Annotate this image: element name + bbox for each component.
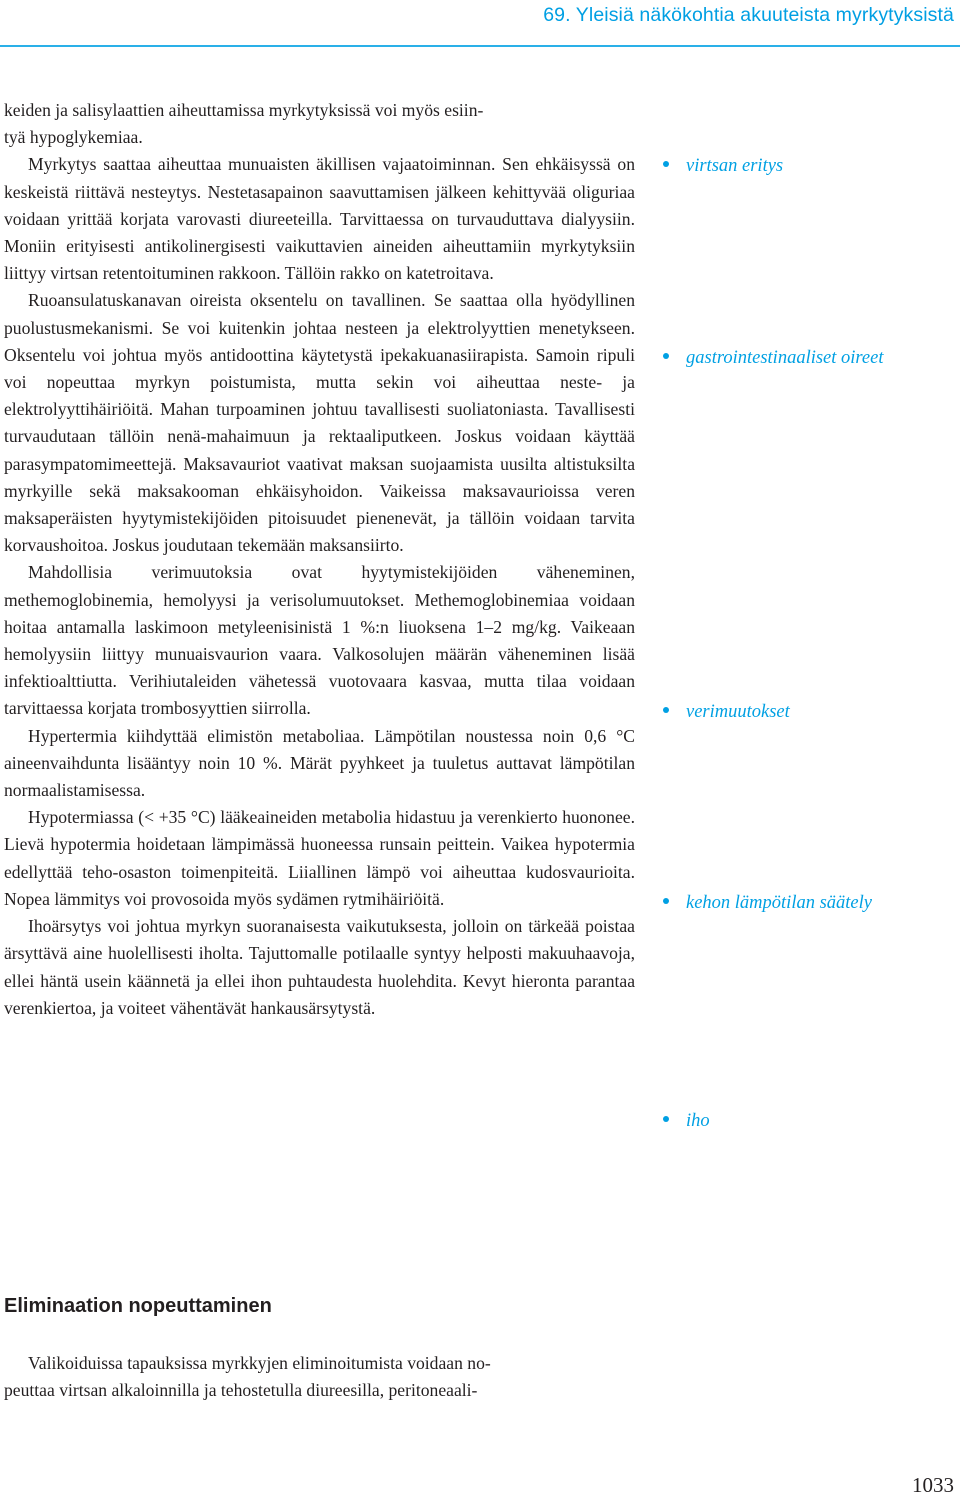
- body-paragraph-2: Myrkytys saattaa aiheuttaa munuaisten äkillisen vajaatoiminnan. Sen ehkäisyssä on keskeistä riittävä nesteytys. Nestetasapainon saavuttamisen jälkeen kehittyvää oliguriaa voidaan yrittää korjata varovasti diureeteilla. Tarvittaessa on turvauduttava dialyysiin. Moniin erityisesti antikolinergisesti vaikuttavien aineiden aiheuttamiin myrkytyksiin liittyy virtsan retentoituminen rakkoon. Tällöin rakko on katetroitava.: [4, 154, 635, 284]
- margin-note-label: kehon lämpötilan säätely: [686, 893, 872, 913]
- margin-note-kehon-lampotilan-saately: [663, 892, 872, 914]
- running-header-title: 69. Yleisiä näkökohtia akuuteista myrkytyksistä: [543, 4, 954, 26]
- section-paragraph: Valikoiduissa tapauksissa myrkkyjen eliminoitumista voidaan no- peuttaa virtsan alkaloinnilla ja tehostetulla diureesilla, peritoneaali-: [4, 1353, 491, 1401]
- margin-note-virtsan-eritys: [663, 155, 783, 177]
- body-paragraph-4: Mahdollisia verimuutoksia ovat hyytymistekijöiden väheneminen, methemoglobinemia, hemolyysi ja verisolumuutokset. Methemoglobinemiaa voidaan hoitaa antamalla laskimoon metyleenisinistä 1 %:n liuoksena 1–2 mg/kg. Vaikeaan hemolyysiin liittyy munuaisvaurion vaara. Valkosolujen määrän väheneminen lisää infektioalttiutta. Verihiutaleiden vähetessä vuotovaara kasvaa, mutta tilaa voidaan tarvittaessa korjata trombosyyttien siirrolla.: [4, 562, 635, 719]
- margin-note-gastrointestinaaliset-oireet: [663, 347, 884, 369]
- bullet-icon: [663, 161, 669, 167]
- body-paragraph-7: Ihoärsytys voi johtua myrkyn suoranaisesta vaikutuksesta, jolloin on tärkeää poistaa ärsyttävä aine huolellisesti iholta. Tajuttomalle potilaalle syntyy helposti makuuhaavoja, ellei häntä usein käännetä ja ellei ihon puhtaudesta huolehdita. Kevyt hieronta parantaa verenkiertoa, ja voiteet vähentävät hankausärsytystä.: [4, 916, 635, 1018]
- header-divider: [0, 45, 960, 47]
- margin-note-label: virtsan eritys: [686, 156, 784, 176]
- margin-note-label: iho: [686, 1111, 710, 1131]
- body-paragraph-6: Hypotermiassa (< +35 °C) lääkeaineiden metabolia hidastuu ja verenkierto huononee. Lievä hypotermia hoidetaan lämpimässä huoneessa runsain peittein. Vaikea hypotermia edellyttää teho-osaston toimenpiteitä. Liiallinen lämpö voi aiheuttaa kudosvaurioita. Nopea lämmitys voi provosoida myös sydämen rytmihäiriöitä.: [4, 807, 635, 909]
- body-paragraph-5: Hypertermia kiihdyttää elimistön metaboliaa. Lämpötilan noustessa noin 0,6 °C aineenvaihdunta lisääntyy noin 10 %. Märät pyyhkeet ja tuuletus auttavat lämpötilan normaalistamisessa.: [4, 725, 635, 801]
- bullet-icon: [663, 353, 669, 359]
- page-number: 1033: [912, 1473, 954, 1497]
- body-paragraph-3: Ruoansulatuskanavan oireista oksentelu on tavallinen. Se saattaa olla hyödyllinen puolustusmekanismi. Se voi kuitenkin johtaa nesteen ja elektrolyyttien menetykseen. Oksentelu voi johtua myös antidoottina käytetystä ipekakuanasiirapista. Samoin ripuli voi nopeuttaa myrkyn poistumista, mutta sekin voi aiheuttaa neste- ja elektrolyyttihäiriöitä. Mahan turpoaminen johtuu tavallisesti suoliatoniasta. Tavallisesti turvaudutaan tällöin nenä-mahaimuun ja rektaaliputkeen. Joskus voidaan käyttää parasympatomimeettejä. Maksavauriot vaativat maksan suojaamista uusilta altistuksilta myrkyille sekä maksakooman ehkäisyhoidon. Vaikeissa maksavaurioissa veren maksaperäisten hyytymistekijöiden pitoisuudet pienenevät, ja tällöin voidaan tarvita korvaushoitoa. Joskus joudutaan tekemään maksansiirto.: [4, 290, 635, 556]
- margin-note-label: verimuutokset: [686, 702, 790, 722]
- bullet-icon: [663, 1116, 669, 1122]
- margin-note-verimuutokset: [663, 701, 790, 723]
- margin-note-label: gastrointestinaaliset oireet: [686, 348, 884, 368]
- body-paragraph-1: keiden ja salisylaattien aiheuttamissa myrkytyksissä voi myös esiin- tyä hypoglykemiaa.: [4, 100, 484, 148]
- main-text-column: [4, 97, 635, 1022]
- bullet-icon: [663, 707, 669, 713]
- section-heading: Eliminaation nopeuttaminen: [4, 1295, 272, 1317]
- bullet-icon: [663, 898, 669, 904]
- margin-note-iho: [663, 1110, 710, 1132]
